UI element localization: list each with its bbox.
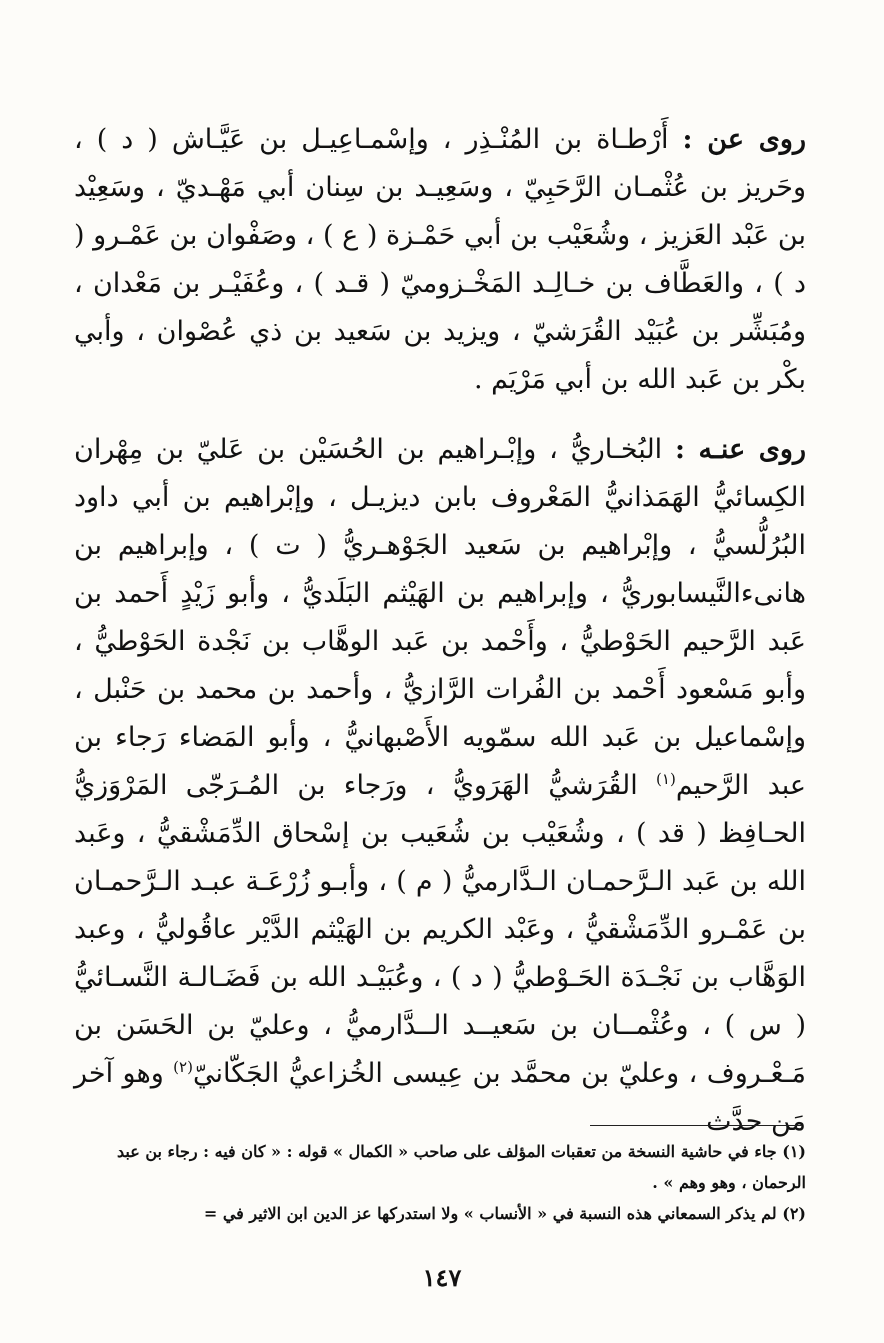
narrated-by-text-part1: البُخـاريُّ ، وإبْـراهيم بن الحُسَيْن بن عَليّ بن مِهْران الكِسائيُّ الهَمَذانيُّ المَعْروف بابن ديزيـل ، وإبْراهيم بن أبي داود البُرُلُّسيُّ ، وإبْراهيم بن سَعيد الجَوْهـريُّ ( ت ) ، وإبراهيم بن هانىءالنَّيسابوريُّ ، وإبراهيم بن الهَيْثم البَلَديُّ ، وأبو زَيْدٍ أَحمد بن عَبد الرَّحيم الحَوْطيُّ ، وأَحْمد بن عَبد الوهَّاب بن نَجْدة الحَوْطيُّ ، وأبو مَسْعود أَحْمد بن الفُرات الرَّازيُّ ، وأحمد بن محمد بن حَنْبل ، وإسْماعيل بن عَبد الله سمّويه الأَصْبهانيُّ ، وأبو المَضاء رَجاء بن عبد الرَّحيم — [74, 434, 806, 801]
footnote-ref-1: (١) — [656, 770, 676, 788]
narrated-from-text: أَرْطـاة بن المُنْـذِر ، وإسْمـاعِيـل بن عَيَّـاش ( د ) ، وحَريز بن عُثْمـان الرَّحَبِيّ ، وسَعِيـد بن سِنان أبي مَهْـديّ ، وسَعِيْد بن عَبْد العَزيز ، وشُعَيْب بن أبي حَمْـزة ( ع ) ، وصَفْوان بن عَمْـرو ( د ) ، والعَطَّاف بن خـالِـد المَخْـزوميّ ( قـد ) ، وعُفَيْـر بن مَعْدان ، ومُبَشِّر بن عُبَيْد القُرَشيّ ، ويزيد بن سَعيد بن ذي عُصْوان ، وأبي بكْر بن عَبد الله بن أبي مَرْيَم . — [74, 124, 806, 395]
narrated-from-paragraph — [74, 116, 806, 404]
page-number: ١٤٧ — [422, 1263, 462, 1292]
narrated-by-text-part2: القُرَشيُّ الهَرَويُّ ، ورَجاء بن المُـرَجّى المَرْوَزيُّ الحـافِظ ( قد ) ، وشُعَيْب بن شُعَيب بن إسْحاق الدِّمَشْقيُّ ، وعَبد الله بن عَبد الـرَّحمـان الـدَّارميُّ ( م ) ، وأبـو زُرْعَـة عبـد الـرَّحمـان بن عَمْـرو الدِّمَشْقيُّ ، وعَبْد الكريم بن الهَيْثم الدَّيْر عاقُوليُّ ، وعبد الوَهَّاب بن نَجْـدَة الحَـوْطيُّ ( د ) ، وعُبَيْـد الله بن فَضَـالـة النَّسـائيُّ ( س ) ، وعُثْمــان بن سَعيــد الــدَّارميُّ ، وعليّ بن الحَسَن بن مَـعْـروف ، وعليّ بن محمَّد بن عِيسى الخُزاعيُّ الجَكّانيّ — [74, 770, 807, 1089]
footnotes — [72, 1136, 806, 1229]
narrated-from-heading: روى عن : — [682, 124, 807, 155]
footnote-ref-2: (٢) — [173, 1058, 193, 1076]
footnote-2: (٢) لم يذكر السمعاني هذه النسبة في « الأنساب » ولا استدركها عز الدين ابن الاثير في = — [203, 1204, 806, 1223]
narrated-by-heading: روى عنـه : — [674, 434, 806, 465]
narrated-by-text-part3: وهو آخر مَن حدَّث — [74, 1058, 806, 1137]
narrated-by-paragraph — [74, 426, 806, 1146]
footnote-separator — [590, 1125, 802, 1126]
footnote-1: (١) جاء في حاشية النسخة من تعقبات المؤلف على صاحب « الكمال » قوله : « كان فيه : رجاء بن عبد الرحمان ، وهو وهم » . — [117, 1142, 806, 1192]
